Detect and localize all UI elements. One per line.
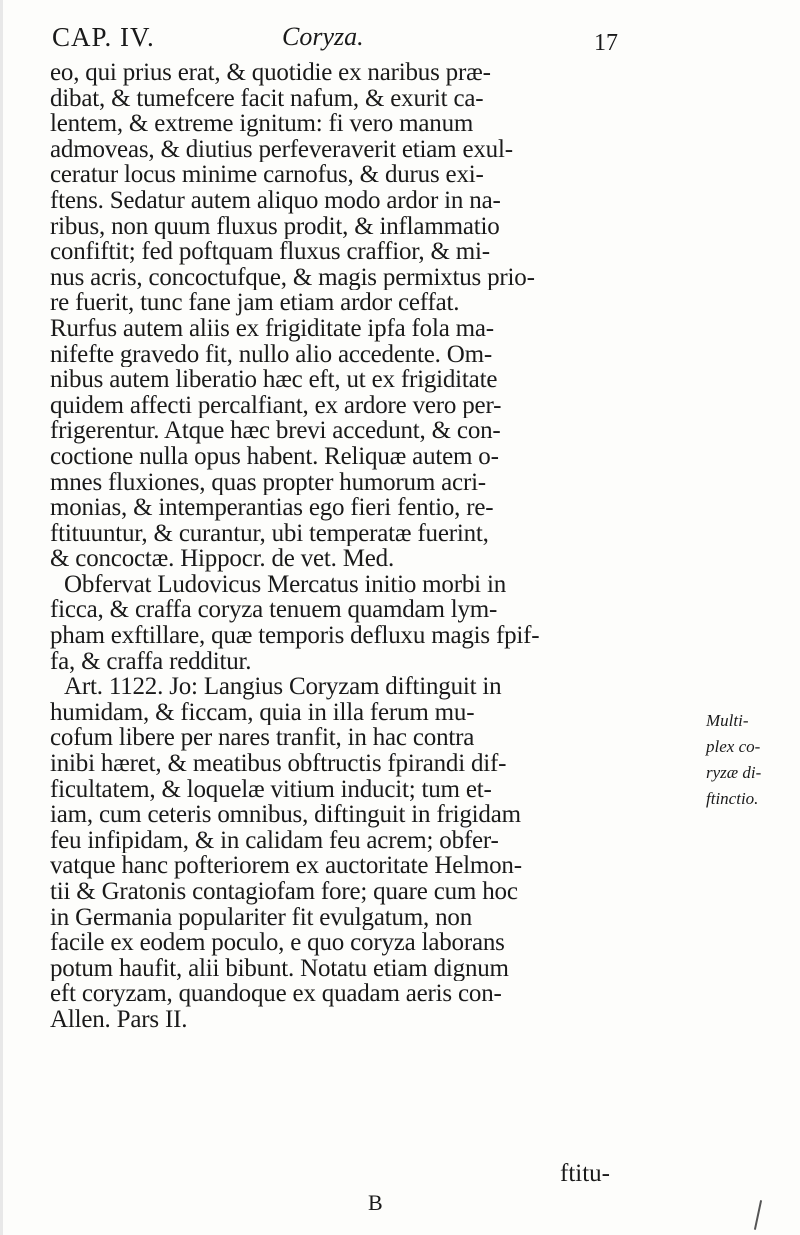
text-line: Art. 1122. Jo: Langius Coryzam diftinguit in	[64, 674, 502, 700]
catchword: ftitu-	[560, 1160, 610, 1187]
text-line: nibus autem liberatio hæc eft, ut ex frigiditate	[50, 367, 498, 393]
running-title: Coryza.	[282, 22, 364, 51]
text-line: eo, qui prius erat, & quotidie ex naribus præ-	[50, 60, 491, 86]
text-line: nifefte gravedo fit, nullo alio accedente. Om-	[50, 341, 492, 368]
page-number: 17	[594, 30, 618, 56]
chapter-heading: CAP. IV.	[52, 22, 155, 52]
text-line: Obfervat Ludovicus Mercatus initio morbi in	[64, 571, 506, 598]
text-line: ceratur locus minime carnofus, & durus exi-	[50, 162, 484, 188]
text-line: nus acris, concoctufque, & magis permixtus prio-	[50, 264, 535, 291]
text-line: ftens. Sedatur autem aliquo modo ardor in na-	[50, 187, 501, 214]
text-line: dibat, & tumefcere facit nafum, & exurit ca-	[50, 85, 484, 112]
text-line: feu infipidam, & in calidam feu acrem; obfer-	[50, 827, 499, 854]
text-body	[50, 60, 630, 1033]
text-line: vatque hanc pofteriorem ex auctoritate Helmon-	[50, 853, 522, 879]
text-line: ftituuntur, & curantur, ubi temperatæ fuerint,	[50, 520, 489, 547]
text-line: humidam, & ficcam, quia in illa ferum mu-	[50, 699, 475, 726]
marginal-note-line: ftinctio.	[706, 789, 759, 808]
text-line: facile ex eodem poculo, e quo coryza laborans	[50, 930, 505, 956]
page-edge	[0, 0, 3, 1235]
text-line: monias, & intemperantias ego fieri fentio, re-	[50, 495, 494, 521]
text-line: inibi hæret, & meatibus obftructis fpirandi dif-	[50, 751, 507, 777]
text-line: coctione nulla opus habent. Reliquæ autem o-	[50, 443, 499, 470]
text-line: pham exftillare, quæ temporis defluxu magis fpif-	[50, 623, 540, 649]
text-line: & concoctæ. Hippocr. de vet. Med.	[50, 546, 395, 572]
text-line: mnes fluxiones, quas propter humorum acri-	[50, 469, 486, 496]
marginal-note	[706, 708, 796, 812]
text-line: re fuerit, tunc fane jam etiam ardor ceffat.	[50, 290, 460, 316]
text-line: frigerentur. Atque hæc brevi accedunt, & con-	[50, 418, 501, 444]
text-line: Rurfus autem aliis ex frigiditate ipfa fola ma-	[50, 315, 494, 342]
text-line: eft coryzam, quandoque ex quadam aeris con-	[50, 981, 502, 1007]
marginal-note-line: Multi-	[706, 711, 749, 730]
page-header	[52, 22, 618, 62]
text-line: potum haufit, alii bibunt. Notatu etiam dignum	[50, 955, 509, 982]
text-line: iam, cum ceteris omnibus, diftinguit in frigidam	[50, 802, 521, 828]
text-line: ficca, & craffa coryza tenuem quamdam lym-	[50, 597, 498, 624]
text-line: cofum libere per nares tranfit, in hac contra	[50, 725, 475, 752]
text-line: ficultatem, & loquelæ vitium inducit; tum et-	[50, 776, 492, 803]
text-line: Allen. Pars II.	[50, 1006, 188, 1033]
text-line: in Germania populariter fit evulgatum, non	[50, 904, 473, 931]
text-line: quidem affecti percalfiant, ex ardore vero per-	[50, 392, 502, 419]
marginal-note-line: ryzæ di-	[706, 763, 762, 782]
ink-mark	[754, 1200, 762, 1230]
text-line: lentem, & extreme ignitum: fi vero manum	[50, 111, 474, 137]
signature-mark: B	[368, 1190, 383, 1215]
marginal-note-line: plex co-	[706, 737, 761, 756]
text-line: fa, & craffa redditur.	[50, 648, 252, 675]
text-line: confiftit; fed poftquam fluxus craffior, & mi-	[50, 239, 490, 265]
text-line: tii & Gratonis contagiofam fore; quare cum hoc	[50, 879, 518, 905]
text-line: admoveas, & diutius perfeveraverit etiam exul-	[50, 136, 513, 163]
text-line: ribus, non quum fluxus prodit, & inflammatio	[50, 213, 500, 240]
